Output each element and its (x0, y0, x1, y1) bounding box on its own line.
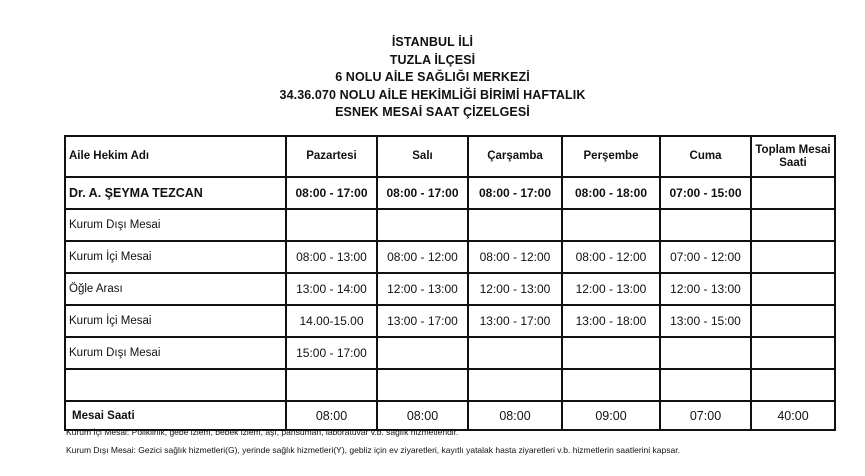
table-cell: 12:00 - 13:00 (377, 273, 468, 305)
table-row (65, 337, 835, 369)
table-cell (751, 273, 835, 305)
column-header-total-hours: Toplam Mesai Saati (751, 136, 835, 177)
table-cell: 13:00 - 18:00 (562, 305, 660, 337)
column-header-doctor: Aile Hekim Adı (65, 136, 286, 177)
row-label: Kurum Dışı Mesai (65, 337, 286, 369)
table-cell (468, 209, 562, 241)
table-cell: 13:00 - 14:00 (286, 273, 377, 305)
table-cell (562, 209, 660, 241)
table-cell (660, 209, 751, 241)
table-cell: 08:00 - 17:00 (377, 177, 468, 209)
table-cell (286, 369, 377, 401)
header-district: TUZLA İLÇESİ (389, 52, 476, 67)
table-row (65, 241, 835, 273)
table-cell: 12:00 - 13:00 (562, 273, 660, 305)
table-cell: 08:00 - 18:00 (562, 177, 660, 209)
header-unit: 34.36.070 NOLU AİLE HEKİMLİĞİ BİRİMİ HAFTALIK (279, 87, 586, 102)
table-header-row (65, 136, 835, 177)
table-cell (660, 337, 751, 369)
table-cell (751, 337, 835, 369)
doctor-name: Dr. A. ŞEYMA TEZCAN (65, 177, 286, 209)
table-cell (751, 209, 835, 241)
table-cell: 13:00 - 17:00 (377, 305, 468, 337)
column-header-monday: Pazartesi (286, 136, 377, 177)
table-cell: 07:00 - 15:00 (660, 177, 751, 209)
table-cell: 08:00 - 17:00 (286, 177, 377, 209)
table-cell: 08:00 - 13:00 (286, 241, 377, 273)
doctor-row (65, 177, 835, 209)
table-cell (468, 369, 562, 401)
row-label: Kurum İçi Mesai (65, 305, 286, 337)
footnotes (66, 426, 680, 456)
table-cell: 13:00 - 15:00 (660, 305, 751, 337)
header-province: İSTANBUL İLİ (391, 35, 474, 49)
table-row (65, 305, 835, 337)
table-cell: 09:00 (562, 401, 660, 430)
total-hours-cell: 40:00 (751, 401, 835, 430)
row-label: Kurum Dışı Mesai (65, 209, 286, 241)
table-cell: 15:00 - 17:00 (286, 337, 377, 369)
table-cell: 12:00 - 13:00 (660, 273, 751, 305)
header-health-center: 6 NOLU AİLE SAĞLIĞI MERKEZİ (335, 70, 530, 84)
table-cell: 07:00 (660, 401, 751, 430)
table-row (65, 273, 835, 305)
table-cell (562, 369, 660, 401)
table-cell (751, 369, 835, 401)
table-cell: 07:00 - 12:00 (660, 241, 751, 273)
header-title: ESNEK MESAİ SAAT ÇİZELGESİ (335, 105, 530, 119)
table-cell (286, 209, 377, 241)
footnote-kurum-disi: Kurum Dışı Mesai: Gezici sağlık hizmetleri(G), yerinde sağlık hizmetleri(Y), gebliz için ev ziyaretleri, kayıtlı yatalak hasta ziyaretleri v.b. hizmetlerin saatlerini kapsar. (66, 445, 680, 455)
table-cell (377, 337, 468, 369)
table-cell (751, 305, 835, 337)
table-cell (377, 369, 468, 401)
column-header-tuesday: Salı (377, 136, 468, 177)
table-cell: 08:00 (286, 401, 377, 430)
column-header-thursday: Perşembe (562, 136, 660, 177)
table-row (65, 369, 835, 401)
table-row (65, 209, 835, 241)
document-header (0, 34, 865, 122)
table-cell: 14.00-15.00 (286, 305, 377, 337)
schedule-table (64, 135, 836, 431)
table-cell (468, 337, 562, 369)
table-cell (562, 337, 660, 369)
table-cell (377, 209, 468, 241)
footnote-kurum-ici: Kurum İçi Mesai: Poliklinik, gebe izlem, bebek izlem, aşı, pansuman, laboratuvar v.b. sağlık hizmetleridir. (66, 427, 459, 437)
table-cell: 08:00 - 12:00 (377, 241, 468, 273)
table-cell: 08:00 - 12:00 (468, 241, 562, 273)
mesai-label: Mesai Saati (65, 401, 286, 430)
table-cell (660, 369, 751, 401)
table-cell: 08:00 (468, 401, 562, 430)
table-cell: 08:00 - 12:00 (562, 241, 660, 273)
column-header-friday: Cuma (660, 136, 751, 177)
table-cell: 08:00 (377, 401, 468, 430)
table-cell (751, 177, 835, 209)
column-header-wednesday: Çarşamba (468, 136, 562, 177)
row-label: Kurum İçi Mesai (65, 241, 286, 273)
row-label (65, 369, 286, 401)
table-cell: 12:00 - 13:00 (468, 273, 562, 305)
table-cell (751, 241, 835, 273)
row-label: Öğle Arası (65, 273, 286, 305)
table-cell: 13:00 - 17:00 (468, 305, 562, 337)
table-cell: 08:00 - 17:00 (468, 177, 562, 209)
